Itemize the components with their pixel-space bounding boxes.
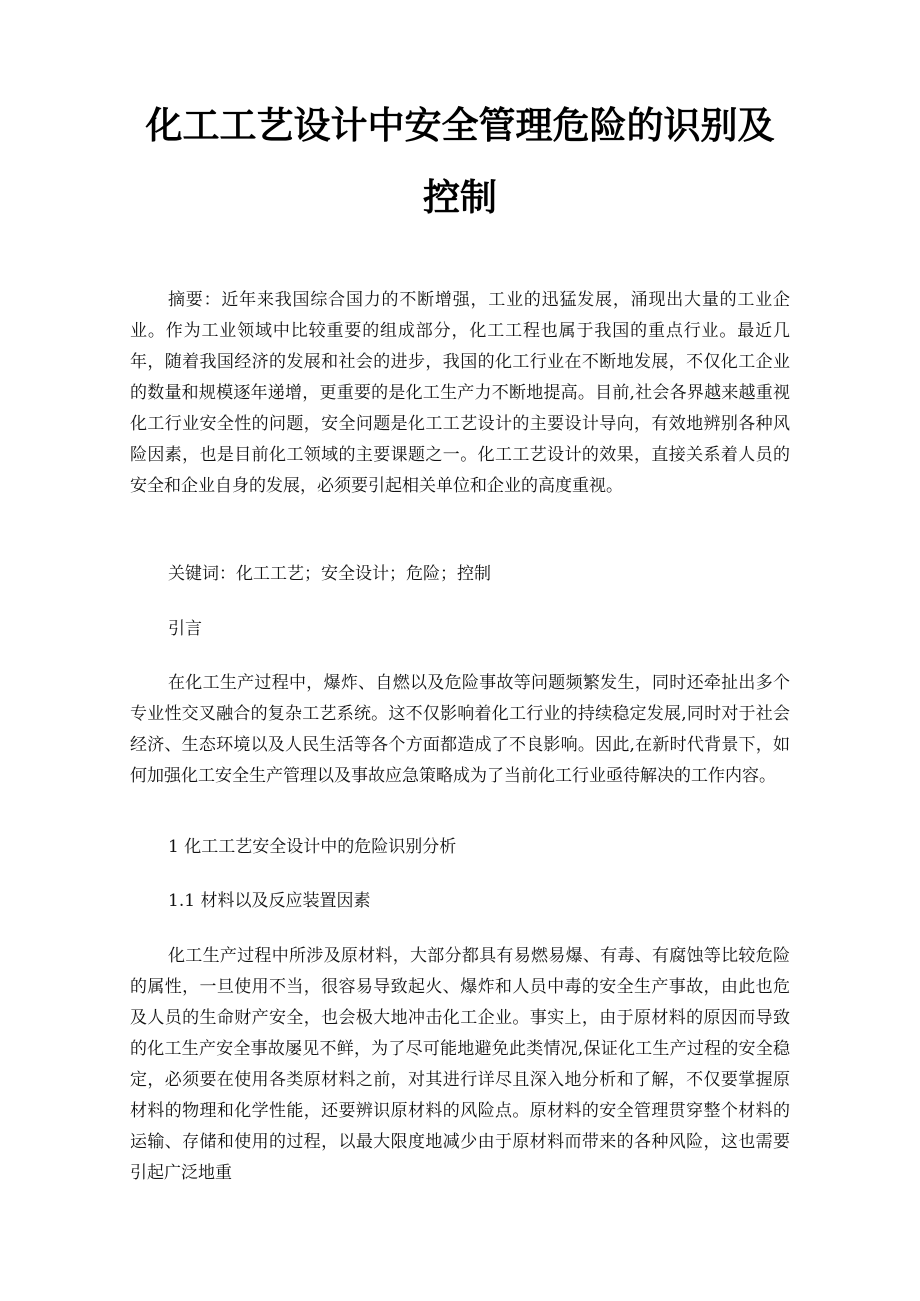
keywords-line: 关键词：化工工艺；安全设计；危险；控制: [168, 564, 491, 584]
section-1-1-heading: 1.1 材料以及反应装置因素: [168, 891, 371, 911]
intro-heading: 引言: [168, 619, 202, 639]
section-1-heading: 1 化工工艺安全设计中的危险识别分析: [168, 837, 457, 857]
intro-paragraph: 在化工生产过程中，爆炸、自燃以及危险事故等问题频繁发生，同时还牵扯出多个专业性交叉融合的复杂工艺系统。这不仅影响着化工行业的持续稳定发展,同时对于社会经济、生态环境以及人民生活等各个方面都造成了不良影响。因此,在新时代背景下，如何加强化工安全生产管理以及事故应急策略成为了当前化工行业亟待解决的工作内容。: [130, 673, 790, 786]
document-title-line-1: 化工工艺设计中安全管理危险的识别及: [145, 104, 775, 147]
document-title-line-2: 控制: [423, 176, 497, 219]
section-1-1-paragraph: 化工生产过程中所涉及原材料，大部分都具有易燃易爆、有毒、有腐蚀等比较危险的属性，一旦使用不当，很容易导致起火、爆炸和人员中毒的安全生产事故，由此也危及人员的生命财产安全，也会极大地冲击化工企业。事实上，由于原材料的原因而导致的化工生产安全事故屡见不鲜，为了尽可能地避免此类情况,保证化工生产过程的安全稳定，必须要在使用各类原材料之前，对其进行详尽且深入地分析和了解，不仅要掌握原材料的物理和化学性能，还要辨识原材料的风险点。原材料的安全管理贯穿整个材料的运输、存储和使用的过程，以最大限度地减少由于原材料而带来的各种风险，这也需要引起广泛地重: [130, 946, 790, 1183]
abstract-paragraph: 摘要：近年来我国综合国力的不断增强，工业的迅猛发展，涌现出大量的工业企业。作为工业领域中比较重要的组成部分，化工工程也属于我国的重点行业。最近几年，随着我国经济的发展和社会的进步，我国的化工行业在不断地发展，不仅化工企业的数量和规模逐年递增，更重要的是化工生产力不断地提高。目前,社会各界越来越重视化工行业安全性的问题，安全问题是化工工艺设计的主要设计导向，有效地辨别各种风险因素，也是目前化工领域的主要课题之一。化工工艺设计的效果，直接关系着人员的安全和企业自身的发展，必须要引起相关单位和企业的高度重视。: [130, 290, 790, 496]
